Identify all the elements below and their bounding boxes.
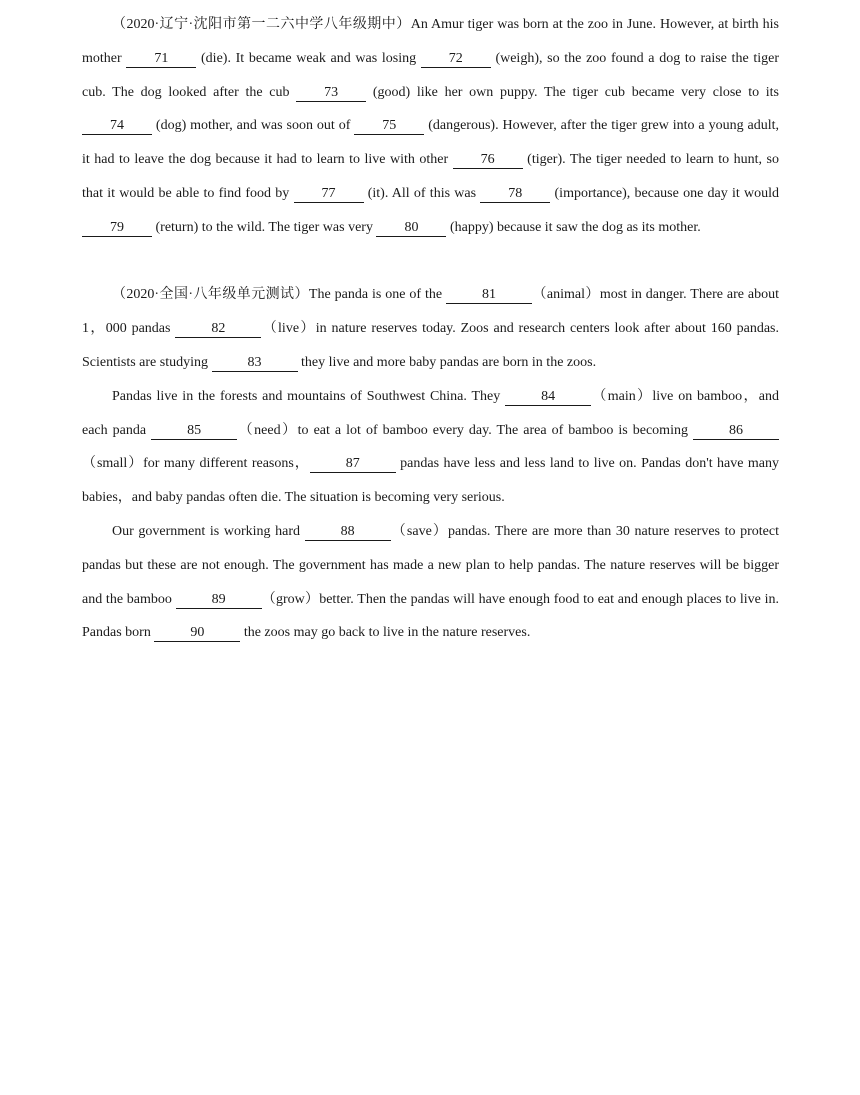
answer-blank-82[interactable]: 82 [175, 321, 261, 338]
text-segment: (it). All of this was [363, 185, 481, 201]
passage-tiger [82, 8, 779, 245]
passage-panda-intro [82, 278, 779, 379]
text-segment: (tiger). The tiger needed to learn to hunt, so that it would be able to find food by [82, 152, 779, 201]
answer-blank-73[interactable]: 73 [296, 85, 366, 102]
text-segment: （live）in nature reserves today. Zoos and research centers look after about 160 pandas. Scientists are studying [82, 321, 779, 370]
paragraph-spacer [82, 245, 779, 279]
answer-blank-84[interactable]: 84 [505, 389, 591, 406]
text-segment: (happy) because it saw the dog as its mother. [446, 219, 701, 235]
answer-blank-71[interactable]: 71 [126, 51, 196, 68]
text-segment: (importance), because one day it would [550, 185, 779, 201]
text-segment: they live and more baby pandas are born in the zoos. [297, 354, 597, 370]
answer-blank-81[interactable]: 81 [446, 287, 532, 304]
text-segment: (weigh), so the zoo found a dog to raise the tiger cub. The dog looked after the cub [82, 50, 779, 100]
passage-source: （2020·全国·八年级单元测试） [112, 287, 309, 303]
passage-panda-body [82, 380, 779, 515]
text-segment: （grow）better. Then the pandas will have enough food to eat and enough places to live in. Pandas born [82, 591, 779, 641]
answer-blank-86[interactable]: 86 [693, 423, 779, 440]
text-segment: pandas have less and less land to live on. Pandas don't have many babies，and baby pandas often die. The situation is becoming very serious. [82, 456, 780, 506]
answer-blank-74[interactable]: 74 [82, 118, 152, 135]
text-segment: An Amur tiger was born at the zoo in June. However, at birth his mother [82, 17, 779, 66]
text-segment: the zoos may go back to live in the nature reserves. [240, 625, 531, 641]
answer-blank-90[interactable]: 90 [154, 625, 240, 642]
text-segment: (dangerous). However, after the tiger grew into a young adult, it had to leave the dog because it had to learn to live with other [82, 118, 779, 168]
text-segment: (dog) mother, and was soon out of [152, 118, 355, 134]
text-segment: (good) like her own puppy. The tiger cub became very close to its [366, 84, 780, 100]
passage-source: （2020·辽宁·沈阳市第一二六中学八年级期中） [112, 17, 411, 32]
text-segment: (return) to the wild. The tiger was very [152, 219, 377, 235]
text-segment: （main）live on bamboo，and each panda [82, 388, 779, 438]
text-segment: （small）for many different reasons， [82, 456, 310, 472]
answer-blank-75[interactable]: 75 [354, 118, 424, 135]
document-page [82, 8, 779, 650]
answer-blank-89[interactable]: 89 [176, 592, 262, 609]
answer-blank-78[interactable]: 78 [480, 186, 550, 203]
answer-blank-88[interactable]: 88 [305, 524, 391, 541]
text-segment: （animal）most in danger. There are about 1，000 pandas [82, 287, 779, 337]
answer-blank-72[interactable]: 72 [421, 51, 491, 68]
text-segment: （need）to eat a lot of bamboo every day. The area of bamboo is becoming [237, 422, 693, 438]
text-segment: Our government is working hard [112, 523, 305, 539]
answer-blank-79[interactable]: 79 [82, 220, 152, 237]
passage-panda-conclusion [82, 515, 779, 650]
text-segment: (die). It became weak and was losing [196, 50, 421, 66]
answer-blank-77[interactable]: 77 [294, 186, 364, 203]
text-segment: （save）pandas. There are more than 30 nature reserves to protect pandas but these are not enough. The government has made a new plan to help pandas. The nature reserves will be bigger and the bamboo [82, 523, 779, 607]
text-segment: The panda is one of the [308, 287, 447, 303]
answer-blank-87[interactable]: 87 [310, 456, 396, 473]
answer-blank-80[interactable]: 80 [376, 220, 446, 237]
answer-blank-76[interactable]: 76 [453, 152, 523, 169]
text-segment: Pandas live in the forests and mountains of Southwest China. They [112, 388, 506, 404]
answer-blank-83[interactable]: 83 [212, 355, 298, 372]
answer-blank-85[interactable]: 85 [151, 423, 237, 440]
